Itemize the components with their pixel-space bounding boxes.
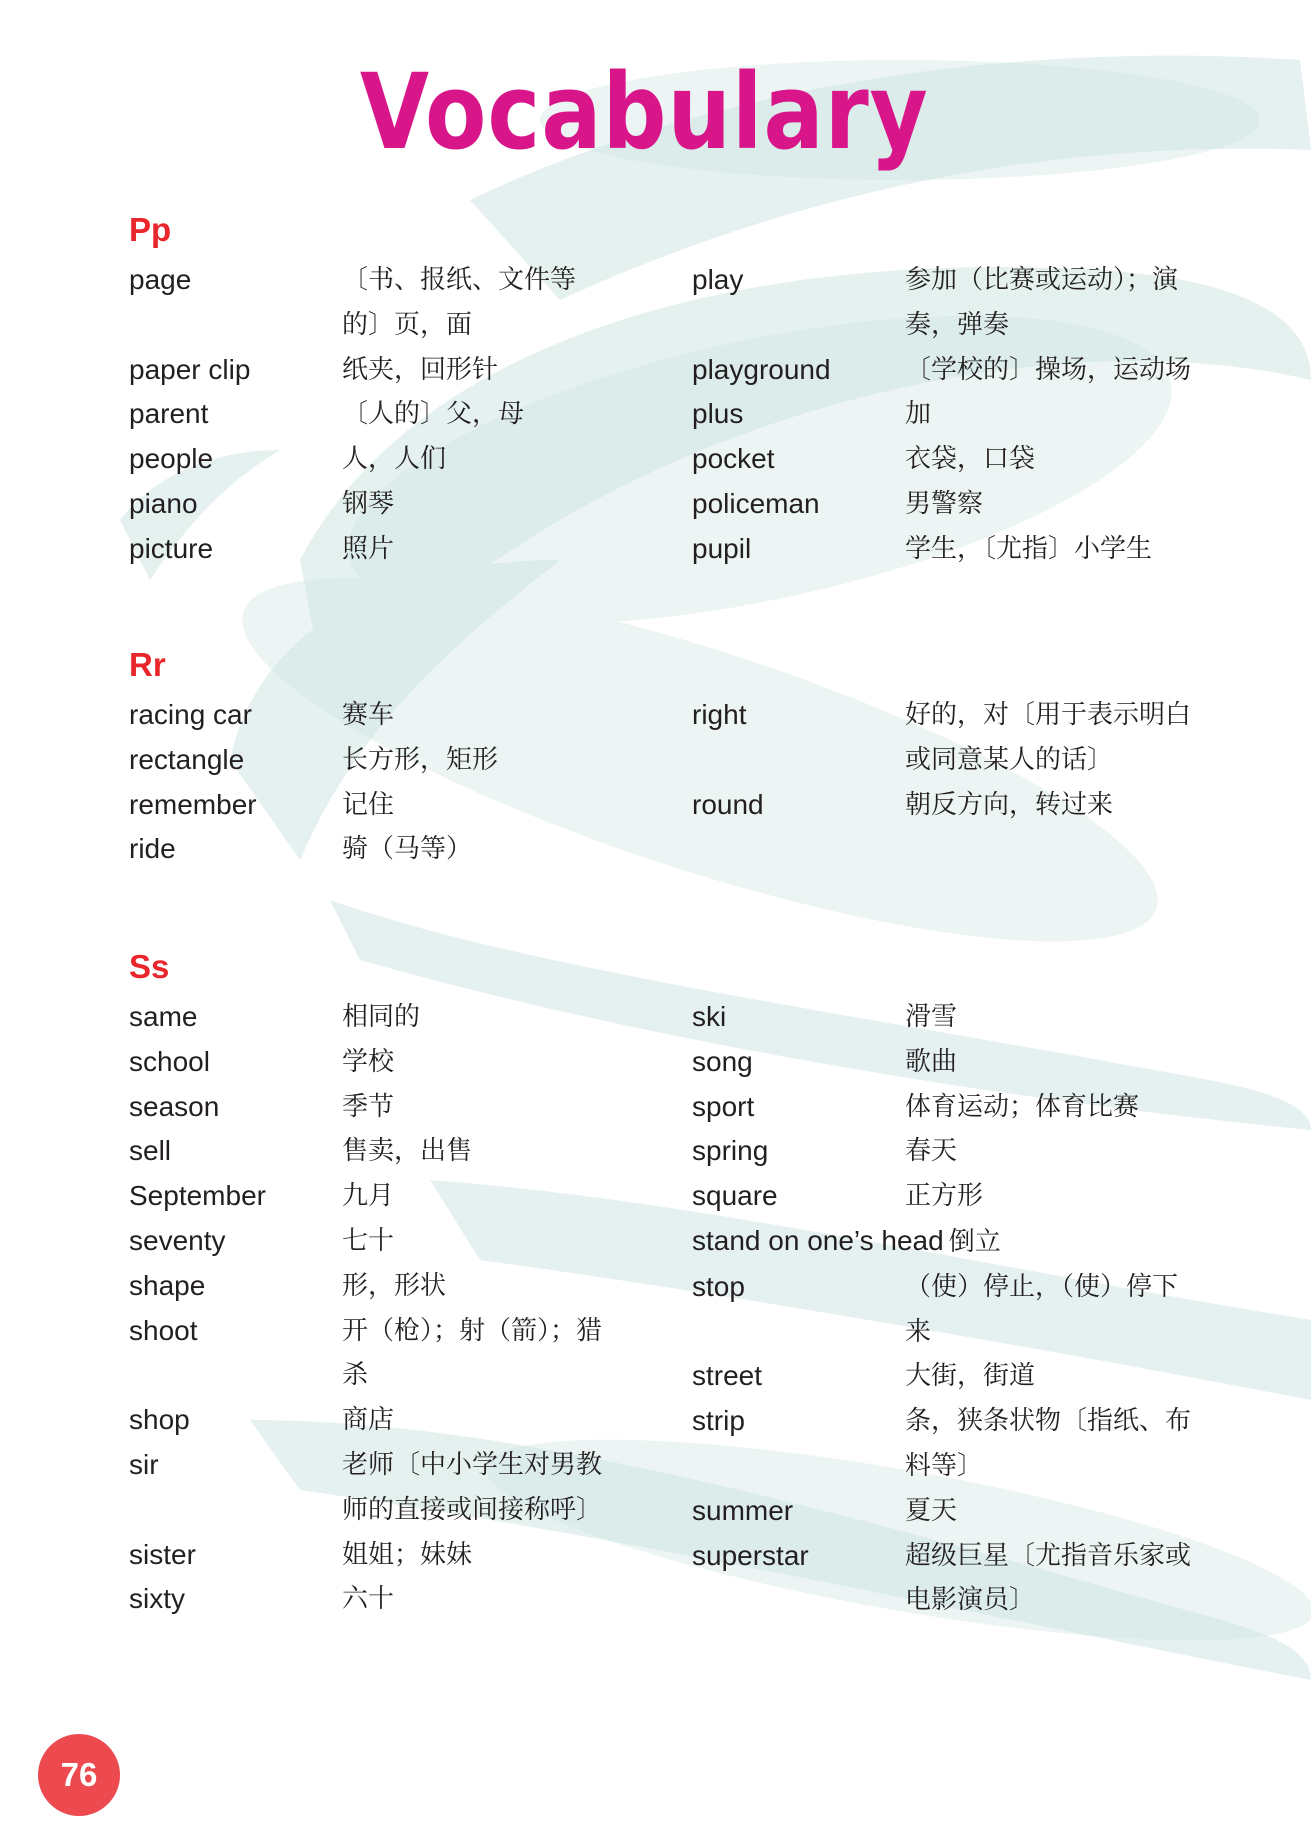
vocab-meaning: 男警察 xyxy=(905,488,984,519)
vocab-meaning: 学生，〔尤指〕小学生 xyxy=(905,533,1153,564)
vocab-meaning: 商店 xyxy=(342,1405,395,1436)
vocab-meaning: 骑（马等） xyxy=(342,834,473,865)
vocab-entry xyxy=(692,482,1292,527)
vocab-meaning: 钢琴 xyxy=(342,488,395,519)
vocab-word: pupil xyxy=(692,532,752,564)
vocab-meaning: 歌曲 xyxy=(905,1046,958,1077)
vocab-word: plus xyxy=(692,398,744,430)
vocab-meaning: 形，形状 xyxy=(342,1270,447,1301)
vocab-entry xyxy=(692,783,1292,828)
vocab-entry xyxy=(129,1577,689,1622)
vocab-word: paper clip xyxy=(129,353,251,385)
vocab-meaning: 〔书、报纸、文件等的〕页，面 xyxy=(342,265,577,340)
vocab-meaning: 朝反方向，转过来 xyxy=(905,789,1114,820)
vocab-entry xyxy=(692,392,1292,437)
vocab-word: picture xyxy=(129,532,214,564)
vocab-meaning: 春天 xyxy=(905,1136,958,1167)
vocab-entry xyxy=(129,738,689,783)
vocab-entry xyxy=(129,392,689,437)
vocab-word: same xyxy=(129,1001,198,1032)
vocab-entry xyxy=(129,827,689,872)
vocab-meaning: 加 xyxy=(905,399,932,430)
vocab-entry xyxy=(129,1174,689,1219)
vocab-meaning: 正方形 xyxy=(905,1181,984,1212)
vocab-word: song xyxy=(692,1045,753,1077)
vocab-entry xyxy=(129,1309,689,1399)
vocab-word: people xyxy=(129,443,214,475)
vocab-meaning: 衣袋，口袋 xyxy=(905,444,1036,475)
vocab-entry xyxy=(692,348,1292,393)
vocab-entry xyxy=(129,1398,689,1443)
vocab-word: spring xyxy=(692,1135,769,1167)
vocab-entry xyxy=(692,1085,1292,1130)
vocab-meaning: 九月 xyxy=(342,1181,395,1212)
vocab-entry xyxy=(129,1040,689,1085)
vocab-word: strip xyxy=(692,1405,745,1437)
vocab-meaning: 倒立 xyxy=(948,1226,1001,1257)
vocab-entry xyxy=(692,1534,1292,1624)
section-heading: Pp xyxy=(129,211,172,248)
vocab-word: shop xyxy=(129,1404,190,1436)
vocab-entry xyxy=(692,258,1292,348)
vocab-meaning: 季节 xyxy=(342,1091,395,1122)
vocab-meaning: 〔学校的〕操场，运动场 xyxy=(905,354,1192,385)
vocab-entry xyxy=(692,1265,1292,1355)
vocab-entry xyxy=(129,258,689,348)
vocab-entry xyxy=(129,1085,689,1130)
vocab-entry xyxy=(129,482,689,527)
vocab-meaning: 六十 xyxy=(342,1584,395,1615)
vocab-word: sell xyxy=(129,1135,172,1167)
vocab-word: ride xyxy=(129,833,176,865)
vocab-meaning: 长方形，矩形 xyxy=(342,744,499,775)
vocab-word: rectangle xyxy=(129,743,245,775)
vocab-meaning: 七十 xyxy=(342,1225,395,1256)
page-title: Vocabulary xyxy=(359,51,929,173)
vocab-meaning: 超级巨星〔尤指音乐家或电影演员〕 xyxy=(905,1540,1192,1616)
vocab-entry xyxy=(129,783,689,828)
vocab-meaning: 学校 xyxy=(342,1046,395,1077)
vocab-word: seventy xyxy=(129,1224,226,1256)
vocab-entry xyxy=(129,1129,689,1174)
vocab-meaning: 老师〔中小学生对男教师的直接或间接称呼〕 xyxy=(342,1449,603,1525)
word-column-left xyxy=(129,258,689,572)
vocab-meaning: 照片 xyxy=(342,533,395,564)
vocab-entry xyxy=(129,527,689,572)
vocab-word: sir xyxy=(129,1448,159,1480)
vocab-meaning: 好的，对〔用于表示明白或同意某人的话〕 xyxy=(905,700,1192,775)
word-column-left xyxy=(129,693,689,872)
vocab-word: shoot xyxy=(129,1314,198,1346)
vocab-word: sport xyxy=(692,1090,755,1122)
vocab-word: school xyxy=(129,1045,210,1077)
vocab-meaning: 体育运动；体育比赛 xyxy=(905,1091,1140,1122)
vocab-word: ski xyxy=(692,1001,727,1032)
vocab-entry xyxy=(692,1040,1292,1085)
vocab-meaning: 〔人的〕父，母 xyxy=(342,399,525,430)
vocab-meaning: 夏天 xyxy=(905,1495,958,1526)
vocab-word: superstar xyxy=(692,1539,809,1571)
vocab-word: policeman xyxy=(692,487,820,519)
vocab-meaning: （使）停止，（使）停下来 xyxy=(905,1271,1179,1347)
vocab-word: round xyxy=(692,788,764,820)
vocab-entry xyxy=(692,693,1292,783)
vocab-entry xyxy=(129,1443,689,1533)
section-heading: Ss xyxy=(129,948,170,985)
vocab-entry xyxy=(129,1264,689,1309)
vocab-meaning: 相同的 xyxy=(342,1002,421,1032)
vocab-entry xyxy=(692,995,1292,1040)
word-column-right xyxy=(692,693,1292,827)
vocab-word: street xyxy=(692,1360,763,1392)
vocab-entry xyxy=(129,437,689,482)
vocab-entry xyxy=(692,1354,1292,1399)
vocab-word: sister xyxy=(129,1538,196,1570)
section-heading: Rr xyxy=(129,646,166,683)
vocab-meaning: 赛车 xyxy=(342,700,395,730)
vocab-entry xyxy=(692,437,1292,482)
vocab-word: season xyxy=(129,1090,220,1122)
vocab-entry xyxy=(129,1219,689,1264)
vocab-entry xyxy=(692,1399,1292,1489)
vocab-word: shape xyxy=(129,1269,206,1301)
vocab-word: page xyxy=(129,264,192,295)
word-column-right xyxy=(692,258,1292,572)
vocab-entry xyxy=(692,1489,1292,1534)
word-column-left xyxy=(129,995,689,1622)
vocab-entry xyxy=(129,693,689,738)
vocab-word: right xyxy=(692,699,747,730)
vocab-word: piano xyxy=(129,487,198,519)
vocab-meaning: 参加（比赛或运动）；演奏，弹奏 xyxy=(905,265,1179,340)
vocab-word: September xyxy=(129,1180,266,1212)
vocab-meaning: 姐姐；妹妹 xyxy=(342,1539,473,1570)
vocab-word: summer xyxy=(692,1494,794,1526)
vocab-word: stop xyxy=(692,1270,745,1302)
vocab-word: racing car xyxy=(129,699,252,730)
vocab-entry xyxy=(692,527,1292,572)
vocab-meaning: 记住 xyxy=(342,789,395,820)
vocab-meaning: 滑雪 xyxy=(905,1002,958,1032)
vocab-entry xyxy=(692,1129,1292,1174)
vocab-word: square xyxy=(692,1180,778,1212)
vocab-word: playground xyxy=(692,353,831,385)
vocab-meaning: 售卖，出售 xyxy=(342,1136,473,1167)
vocab-entry xyxy=(129,1533,689,1578)
page-number-badge: 76 xyxy=(38,1734,120,1816)
vocab-entry xyxy=(129,348,689,393)
vocab-meaning: 人，人们 xyxy=(342,444,447,475)
vocab-word: parent xyxy=(129,398,209,430)
vocab-entry xyxy=(692,1219,1292,1265)
word-column-right xyxy=(692,995,1292,1623)
vocab-word: sixty xyxy=(129,1583,185,1615)
vocab-entry xyxy=(692,1174,1292,1219)
vocab-meaning: 条，狭条状物〔指纸、布料等〕 xyxy=(905,1406,1192,1481)
vocab-word: stand on one’s head xyxy=(692,1224,944,1256)
vocab-meaning: 大街，街道 xyxy=(905,1361,1036,1392)
vocab-entry xyxy=(129,995,689,1040)
vocab-word: pocket xyxy=(692,443,775,475)
vocab-meaning: 纸夹，回形针 xyxy=(342,354,499,385)
vocab-meaning: 开（枪）；射（箭）；猎杀 xyxy=(342,1315,603,1391)
vocab-word: play xyxy=(692,264,744,295)
vocab-word: remember xyxy=(129,788,257,820)
